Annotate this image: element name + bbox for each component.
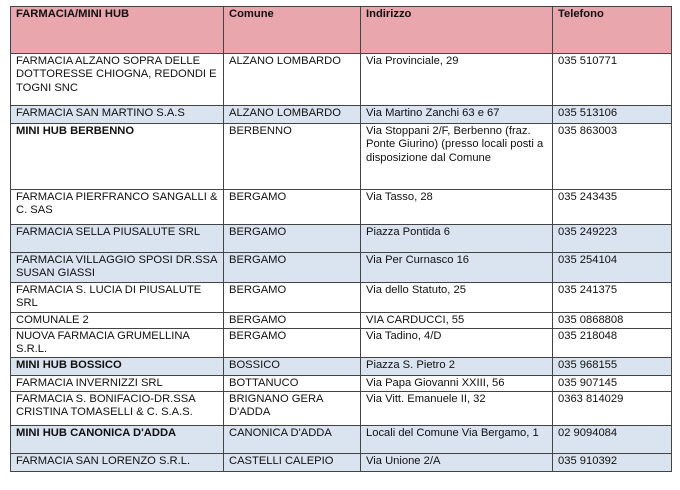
cell-comune: BERBENNO [224,124,361,190]
cell-farmacia: MINI HUB BOSSICO [11,357,224,375]
table-row [11,283,672,313]
table-header-row [11,7,672,54]
cell-indirizzo: VIA CARDUCCI, 55 [361,313,553,329]
cell-farmacia: FARMACIA PIERFRANCO SANGALLI & C. SAS [11,190,224,225]
cell-comune: ALZANO LOMBARDO [224,54,361,106]
cell-comune: BERGAMO [224,329,361,358]
cell-indirizzo: Via Martino Zanchi 63 e 67 [361,106,553,124]
cell-farmacia: COMUNALE 2 [11,313,224,329]
cell-telefono: 035 910392 [553,453,672,471]
cell-indirizzo: Via Per Curnasco 16 [361,253,553,283]
table-row [11,190,672,225]
cell-comune: CANONICA D'ADDA [224,425,361,453]
header-comune: Comune [224,7,361,54]
cell-comune: BOSSICO [224,357,361,375]
table-row [11,357,672,375]
cell-telefono: 035 254104 [553,253,672,283]
cell-telefono: 035 968155 [553,357,672,375]
cell-telefono: 035 510771 [553,54,672,106]
cell-comune: BERGAMO [224,225,361,253]
cell-farmacia: NUOVA FARMACIA GRUMELLINA S.R.L. [11,329,224,358]
table-row [11,375,672,391]
header-indirizzo: Indirizzo [361,7,553,54]
cell-telefono: 0363 814029 [553,391,672,425]
cell-farmacia: FARMACIA SELLA PIUSALUTE SRL [11,225,224,253]
cell-indirizzo: Via Tadino, 4/D [361,329,553,358]
cell-comune: BRIGNANO GERA D'ADDA [224,391,361,425]
cell-telefono: 035 249223 [553,225,672,253]
cell-telefono: 02 9094084 [553,425,672,453]
cell-farmacia: MINI HUB CANONICA D'ADDA [11,425,224,453]
table-row [11,425,672,453]
cell-indirizzo: Via Tasso, 28 [361,190,553,225]
cell-farmacia: FARMACIA INVERNIZZI SRL [11,375,224,391]
header-telefono: Telefono [553,7,672,54]
cell-telefono: 035 863003 [553,124,672,190]
cell-farmacia: FARMACIA SAN LORENZO S.R.L. [11,453,224,471]
cell-farmacia: FARMACIA SAN MARTINO S.A.S [11,106,224,124]
table-row [11,391,672,425]
table-row [11,453,672,471]
cell-telefono: 035 907145 [553,375,672,391]
cell-comune: BERGAMO [224,253,361,283]
table-row [11,124,672,190]
cell-indirizzo: Via dello Statuto, 25 [361,283,553,313]
cell-telefono: 035 218048 [553,329,672,358]
cell-telefono: 035 243435 [553,190,672,225]
cell-farmacia: FARMACIA S. LUCIA DI PIUSALUTE SRL [11,283,224,313]
cell-indirizzo: Via Provinciale, 29 [361,54,553,106]
cell-farmacia: MINI HUB BERBENNO [11,124,224,190]
cell-comune: BERGAMO [224,283,361,313]
cell-comune: BERGAMO [224,190,361,225]
table-body [11,54,672,472]
cell-indirizzo: Piazza S. Pietro 2 [361,357,553,375]
cell-indirizzo: Via Papa Giovanni XXIII, 56 [361,375,553,391]
cell-comune: ALZANO LOMBARDO [224,106,361,124]
cell-farmacia: FARMACIA ALZANO SOPRA DELLE DOTTORESSE CHIOGNA, REDONDI E TOGNI SNC [11,54,224,106]
cell-indirizzo: Via Vitt. Emanuele II, 32 [361,391,553,425]
cell-comune: BERGAMO [224,313,361,329]
cell-telefono: 035 241375 [553,283,672,313]
cell-comune: CASTELLI CALEPIO [224,453,361,471]
cell-farmacia: FARMACIA VILLAGGIO SPOSI DR.SSA SUSAN GIASSI [11,253,224,283]
cell-indirizzo: Piazza Pontida 6 [361,225,553,253]
table-row [11,225,672,253]
cell-indirizzo: Via Unione 2/A [361,453,553,471]
cell-indirizzo: Via Stoppani 2/F, Berbenno (fraz. Ponte Giurino) (presso locali posti a disposizione dal Comune [361,124,553,190]
cell-telefono: 035 513106 [553,106,672,124]
header-farmacia: FARMACIA/MINI HUB [11,7,224,54]
table-row [11,106,672,124]
cell-indirizzo: Locali del Comune Via Bergamo, 1 [361,425,553,453]
cell-farmacia: FARMACIA S. BONIFACIO-DR.SSA CRISTINA TOMASELLI & C. S.A.S. [11,391,224,425]
table-row [11,54,672,106]
cell-telefono: 035 0868808 [553,313,672,329]
table-row [11,313,672,329]
table-row [11,253,672,283]
cell-comune: BOTTANUCO [224,375,361,391]
pharmacy-table [10,6,672,472]
table-row [11,329,672,358]
